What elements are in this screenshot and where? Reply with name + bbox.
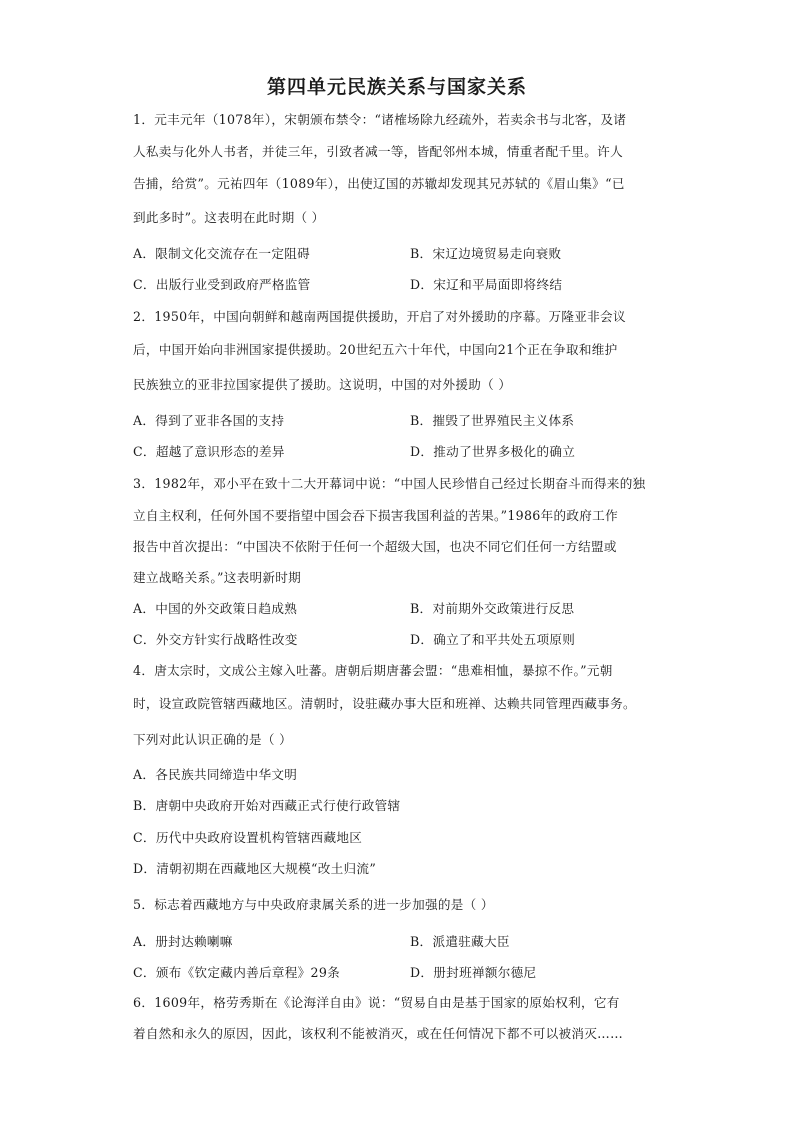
question-2-line-2: 后，中国开始向非洲国家提供援助。20世纪五六十年代，中国向21个正在争取和维护 (133, 342, 618, 357)
question-3-line-4: 建立战略关系。”这表明新时期 (133, 570, 302, 585)
question-4-line-2: 时，设宣政院管辖西藏地区。清朝时，设驻藏办事大臣和班禅、达赖共同管理西藏事务。 (133, 696, 636, 711)
question-2-option-b: B．摧毁了世界殖民主义体系 (410, 413, 575, 428)
question-4-line-1: 4．唐太宗时，文成公主嫁入吐蕃。唐朝后期唐蕃会盟：“患难相恤，暴掠不作。”元朝 (133, 663, 613, 678)
question-1-line-3: 告捕，给赏”。元祐四年（1089年），出使辽国的苏辙却发现其兄苏轼的《眉山集》“已 (133, 176, 625, 191)
question-4-line-3: 下列对此认识正确的是（ ） (133, 732, 293, 747)
question-1-line-1: 1．元丰元年（1078年），宋朝颁布禁令：“诸榷场除九经疏外，若卖余书与北客，及诸 (133, 112, 627, 127)
question-6-line-2: 着自然和永久的原因，因此，该权利不能被消灭，或在任何情况下都不可以被消灭…… (133, 1026, 623, 1041)
question-4-option-c: C．历代中央政府设置机构管辖西藏地区 (133, 830, 363, 845)
question-2-line-3: 民族独立的亚非拉国家提供了援助。这说明，中国的对外援助（ ） (133, 377, 512, 392)
question-5-option-a: A．册封达赖喇嘛 (133, 934, 233, 949)
question-3-line-3: 报告中首次提出：“中国决不依附于任何一个超级大国，也决不同它们任何一方结盟或 (133, 539, 617, 554)
question-1-line-2: 人私卖与化外人书者，并徒三年，引致者减一等，皆配邻州本城，情重者配千里。许人 (133, 144, 623, 159)
question-2-option-d: D．推动了世界多极化的确立 (410, 444, 576, 459)
question-1-line-4: 到此多时”。这表明在此时期（ ） (133, 210, 325, 225)
question-6-line-1: 6．1609年，格劳秀斯在《论海洋自由》说：“贸易自由是基于国家的原始权利，它有 (133, 995, 620, 1010)
question-2-line-1: 2．1950年，中国向朝鲜和越南两国提供援助，开启了对外援助的序幕。万隆亚非会议 (133, 309, 626, 324)
question-3-option-a: A．中国的外交政策日趋成熟 (133, 601, 298, 616)
question-3-line-2: 立自主权利，任何外国不要指望中国会吞下损害我国利益的苦果。”1986年的政府工作 (133, 508, 618, 523)
question-4-option-b: B．唐朝中央政府开始对西藏正式行使行政管辖 (133, 798, 401, 813)
question-3-line-1: 3．1982年，邓小平在致十二大开幕词中说：“中国人民珍惜自己经过长期奋斗而得来的独 (133, 476, 646, 491)
question-5-line-1: 5．标志着西藏地方与中央政府隶属关系的进一步加强的是（ ） (133, 897, 494, 912)
question-5-option-b: B．派遣驻藏大臣 (410, 934, 510, 949)
question-1-option-a: A．限制文化交流存在一定阻碍 (133, 246, 311, 261)
question-5-option-d: D．册封班禅额尔德尼 (410, 965, 537, 980)
question-4-option-d: D．清朝初期在西藏地区大规模“改土归流” (133, 861, 377, 876)
question-3-option-c: C．外交方针实行战略性改变 (133, 632, 298, 647)
question-1-option-b: B．宋辽边境贸易走向衰败 (410, 246, 562, 261)
question-2-option-a: A．得到了亚非各国的支持 (133, 413, 285, 428)
question-1-option-c: C．出版行业受到政府严格监管 (133, 277, 311, 292)
question-3-option-d: D．确立了和平共处五项原则 (410, 632, 576, 647)
question-4-option-a: A．各民族共同缔造中华文明 (133, 767, 298, 782)
question-2-option-c: C．超越了意识形态的差异 (133, 444, 285, 459)
page-title: 第四单元民族关系与国家关系 (266, 76, 527, 98)
question-3-option-b: B．对前期外交政策进行反思 (410, 601, 575, 616)
question-5-option-c: C．颁布《钦定藏内善后章程》29条 (133, 965, 341, 980)
question-1-option-d: D．宋辽和平局面即将终结 (410, 277, 563, 292)
